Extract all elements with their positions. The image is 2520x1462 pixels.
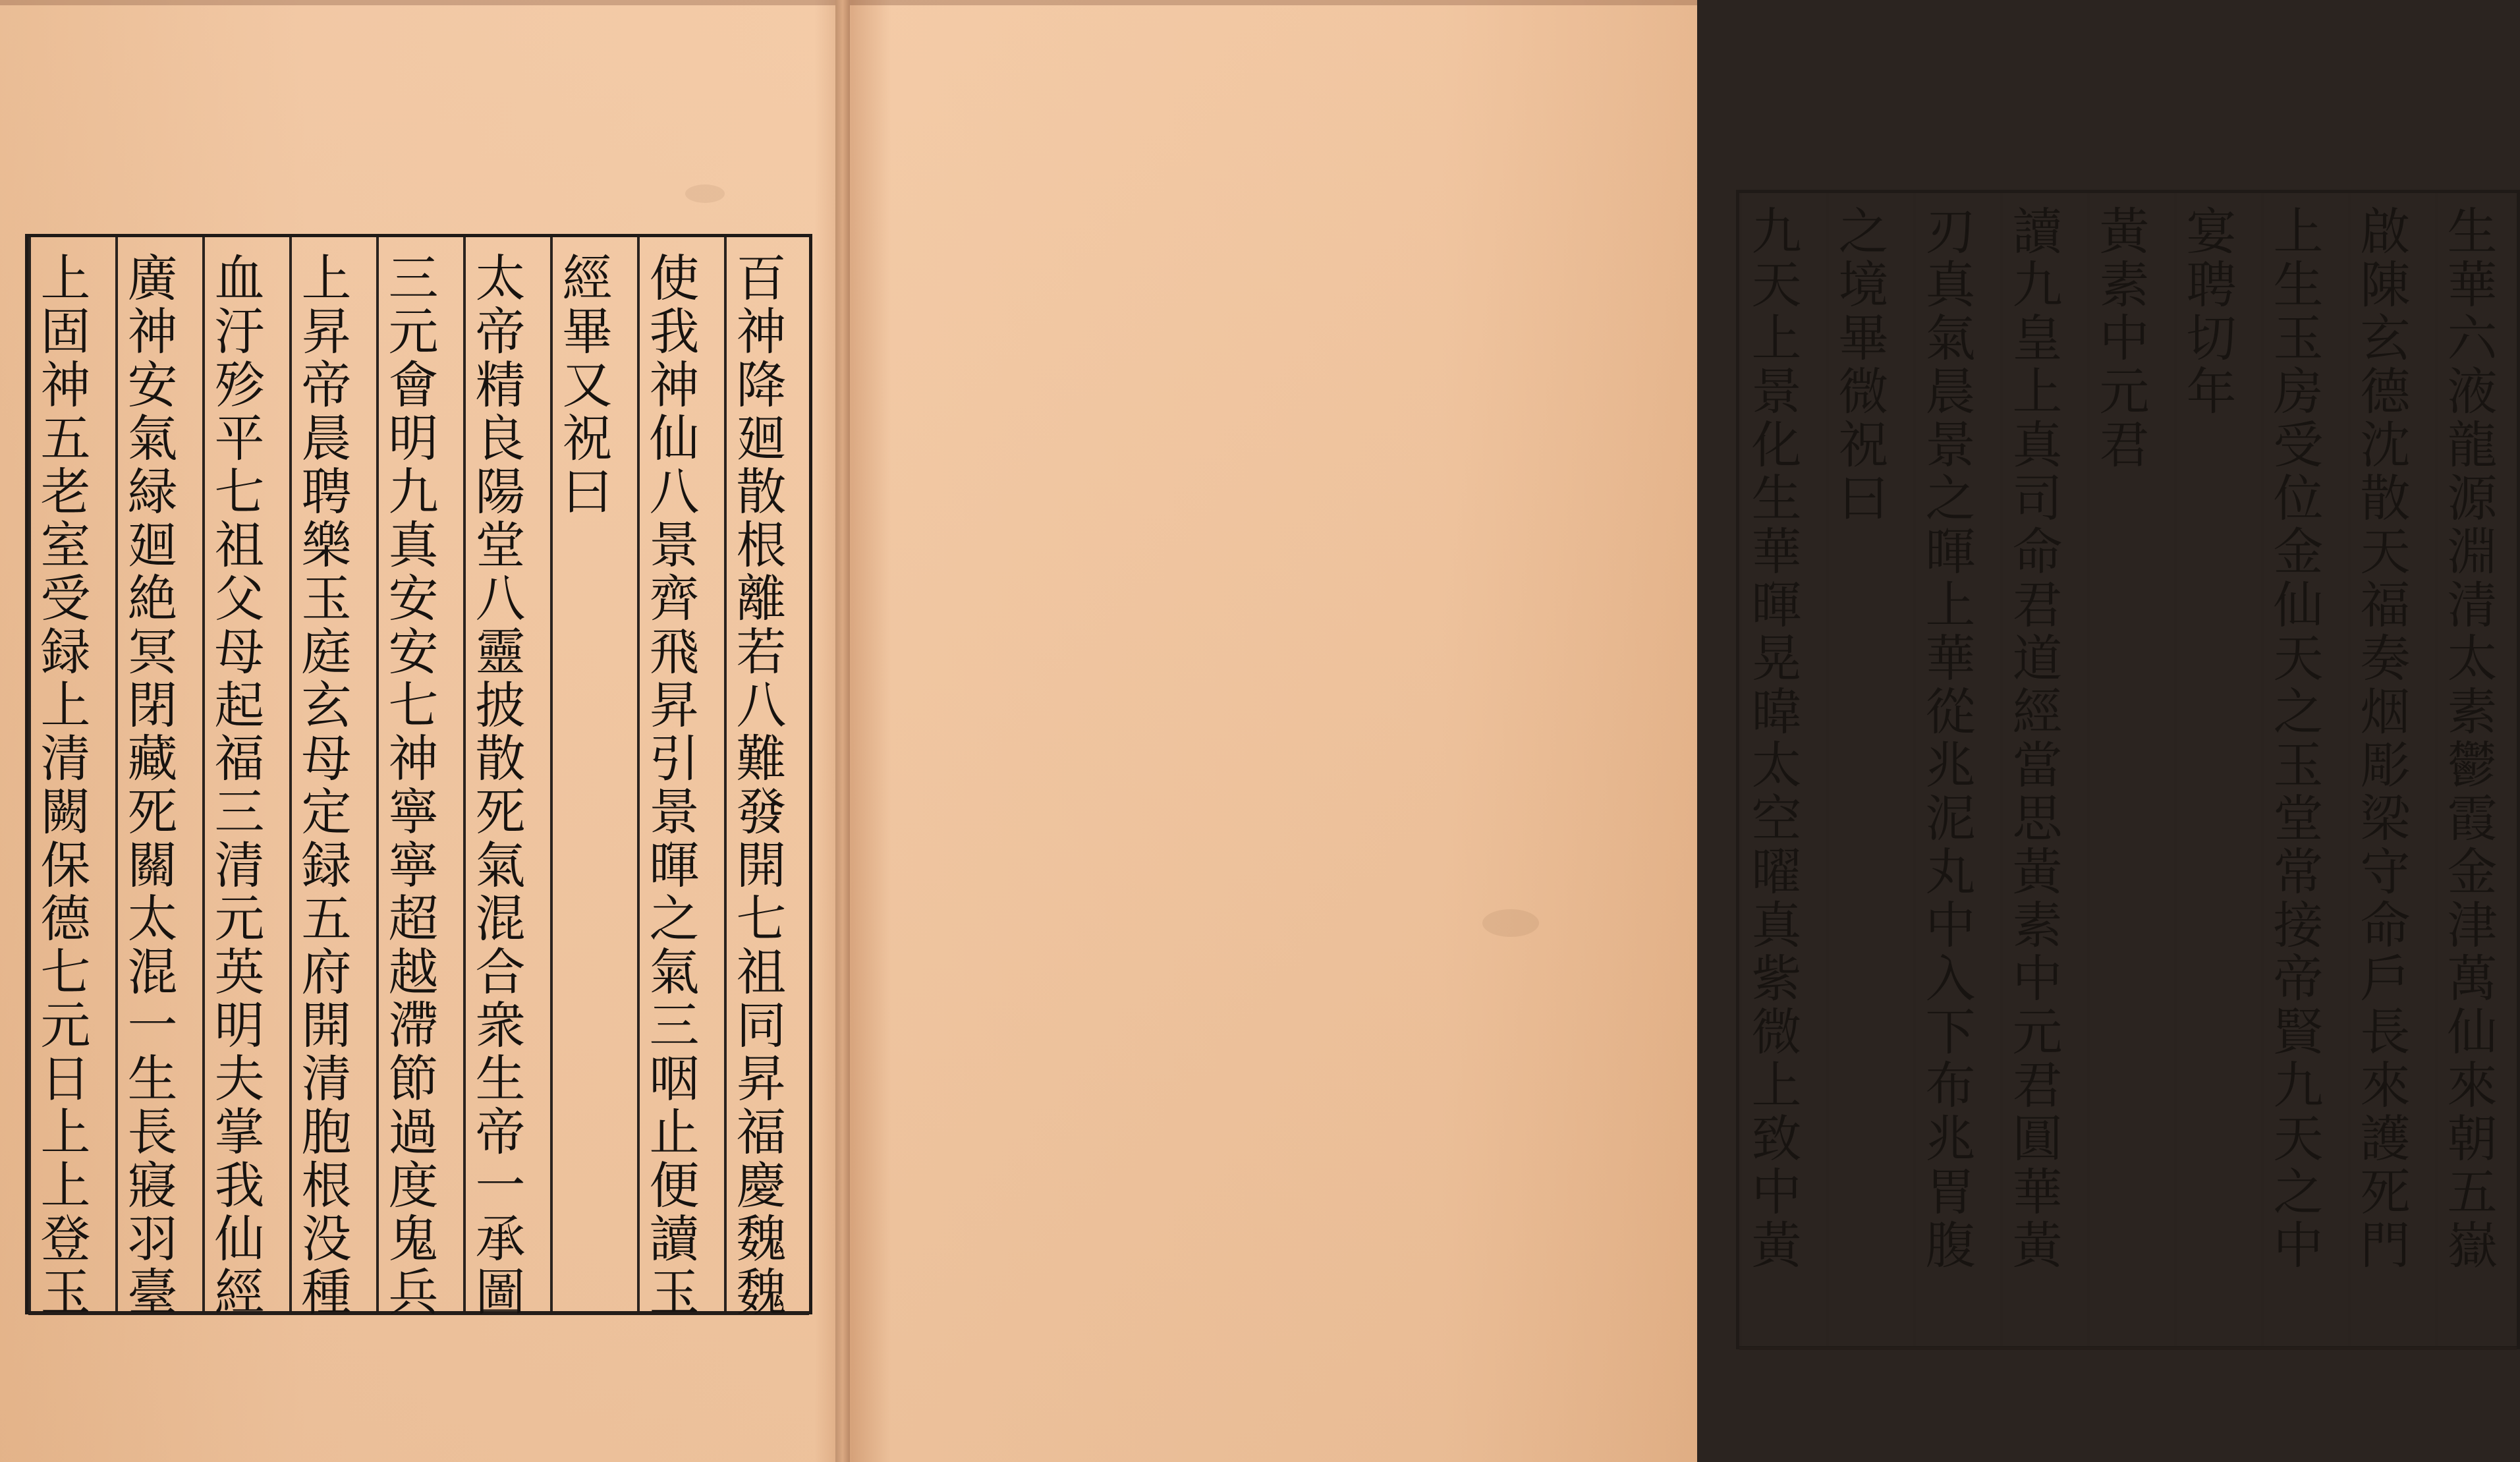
left-vertical-rule-6	[550, 237, 553, 1311]
left-column-1: 百神降廻散根離若八難發開七祖同昇福慶魏魏	[728, 252, 787, 1319]
left-column-9: 上固神五老室受録上清闕保德七元日上上登玉	[32, 252, 91, 1319]
left-column-2: 使我神仙八景齊飛昇引景暉之氣三咽止便讀玉	[641, 252, 700, 1319]
left-column-4: 太帝精良陽堂八靈披散死氣混合衆生帝一承圖	[467, 252, 526, 1319]
right-column-6: 讀九皇上真司命君道經當思黃素中元君圓華黃	[2004, 205, 2063, 1272]
left-vertical-rule-7	[637, 237, 640, 1311]
left-vertical-rule-3	[289, 237, 292, 1311]
left-vertical-rule-4	[376, 237, 379, 1311]
right-page	[850, 0, 2498, 1462]
right-vertical-rule-6	[2261, 193, 2264, 1346]
left-vertical-rule-8	[724, 237, 727, 1311]
book-gutter	[835, 0, 850, 1462]
left-vertical-rule-2	[202, 237, 205, 1311]
right-column-8: 之境畢微祝曰	[1830, 205, 1889, 525]
left-vertical-rule-1	[115, 237, 118, 1311]
right-page-top-edge	[850, 0, 1697, 5]
left-vertical-rule-5	[463, 237, 466, 1311]
left-vertical-rule-0	[28, 237, 31, 1311]
right-vertical-rule-0	[1739, 193, 1742, 1346]
left-column-6: 上昇帝晨聘樂玉庭玄母定録五府開清胞根没種	[293, 252, 352, 1319]
left-text-frame	[25, 234, 812, 1319]
left-column-5: 三元會明九真安安七神寧寧超越滯節過度鬼兵	[380, 252, 439, 1319]
right-column-2: 啟陳玄德沈散天福奏烟彫梁守命戶長來護死門	[2352, 205, 2411, 1272]
right-column-9: 九天上景化生華暉晃暐太空曜真紫微上致中黃	[1743, 205, 1802, 1272]
right-page-stain	[1482, 909, 1539, 937]
right-vertical-rule-1	[1826, 193, 1829, 1346]
right-column-3: 上生玉房受位金仙天之玉堂常接帝賢九天之中	[2265, 205, 2324, 1272]
right-column-1: 生華六液龍源淵清太素鬱霞金津萬仙來朝五嶽	[2439, 205, 2498, 1272]
right-text-frame	[1736, 190, 2520, 1349]
right-vertical-rule-5	[2174, 193, 2177, 1346]
right-vertical-rule-3	[2000, 193, 2003, 1346]
left-column-3: 經畢又祝曰	[554, 252, 613, 519]
left-page-stain	[685, 184, 725, 203]
left-page	[0, 0, 835, 1462]
right-vertical-rule-2	[1913, 193, 1916, 1346]
right-vertical-rule-8	[2435, 193, 2438, 1346]
right-column-4: 宴聘切年	[2178, 205, 2237, 418]
right-vertical-rule-4	[2087, 193, 2090, 1346]
right-vertical-rule-7	[2348, 193, 2351, 1346]
left-column-8: 廣神安氣緑廻絶冥閉藏死關太混一生長寢羽臺	[119, 252, 178, 1319]
right-column-5: 黃素中元君	[2091, 205, 2150, 472]
left-column-7: 血汙殄平七祖父母起福三清元英明夫掌我仙經	[206, 252, 265, 1319]
left-page-top-edge	[0, 0, 835, 5]
right-column-7: 刃真氣晨景之暉上華從兆泥丸中入下布兆胃腹	[1917, 205, 1976, 1272]
